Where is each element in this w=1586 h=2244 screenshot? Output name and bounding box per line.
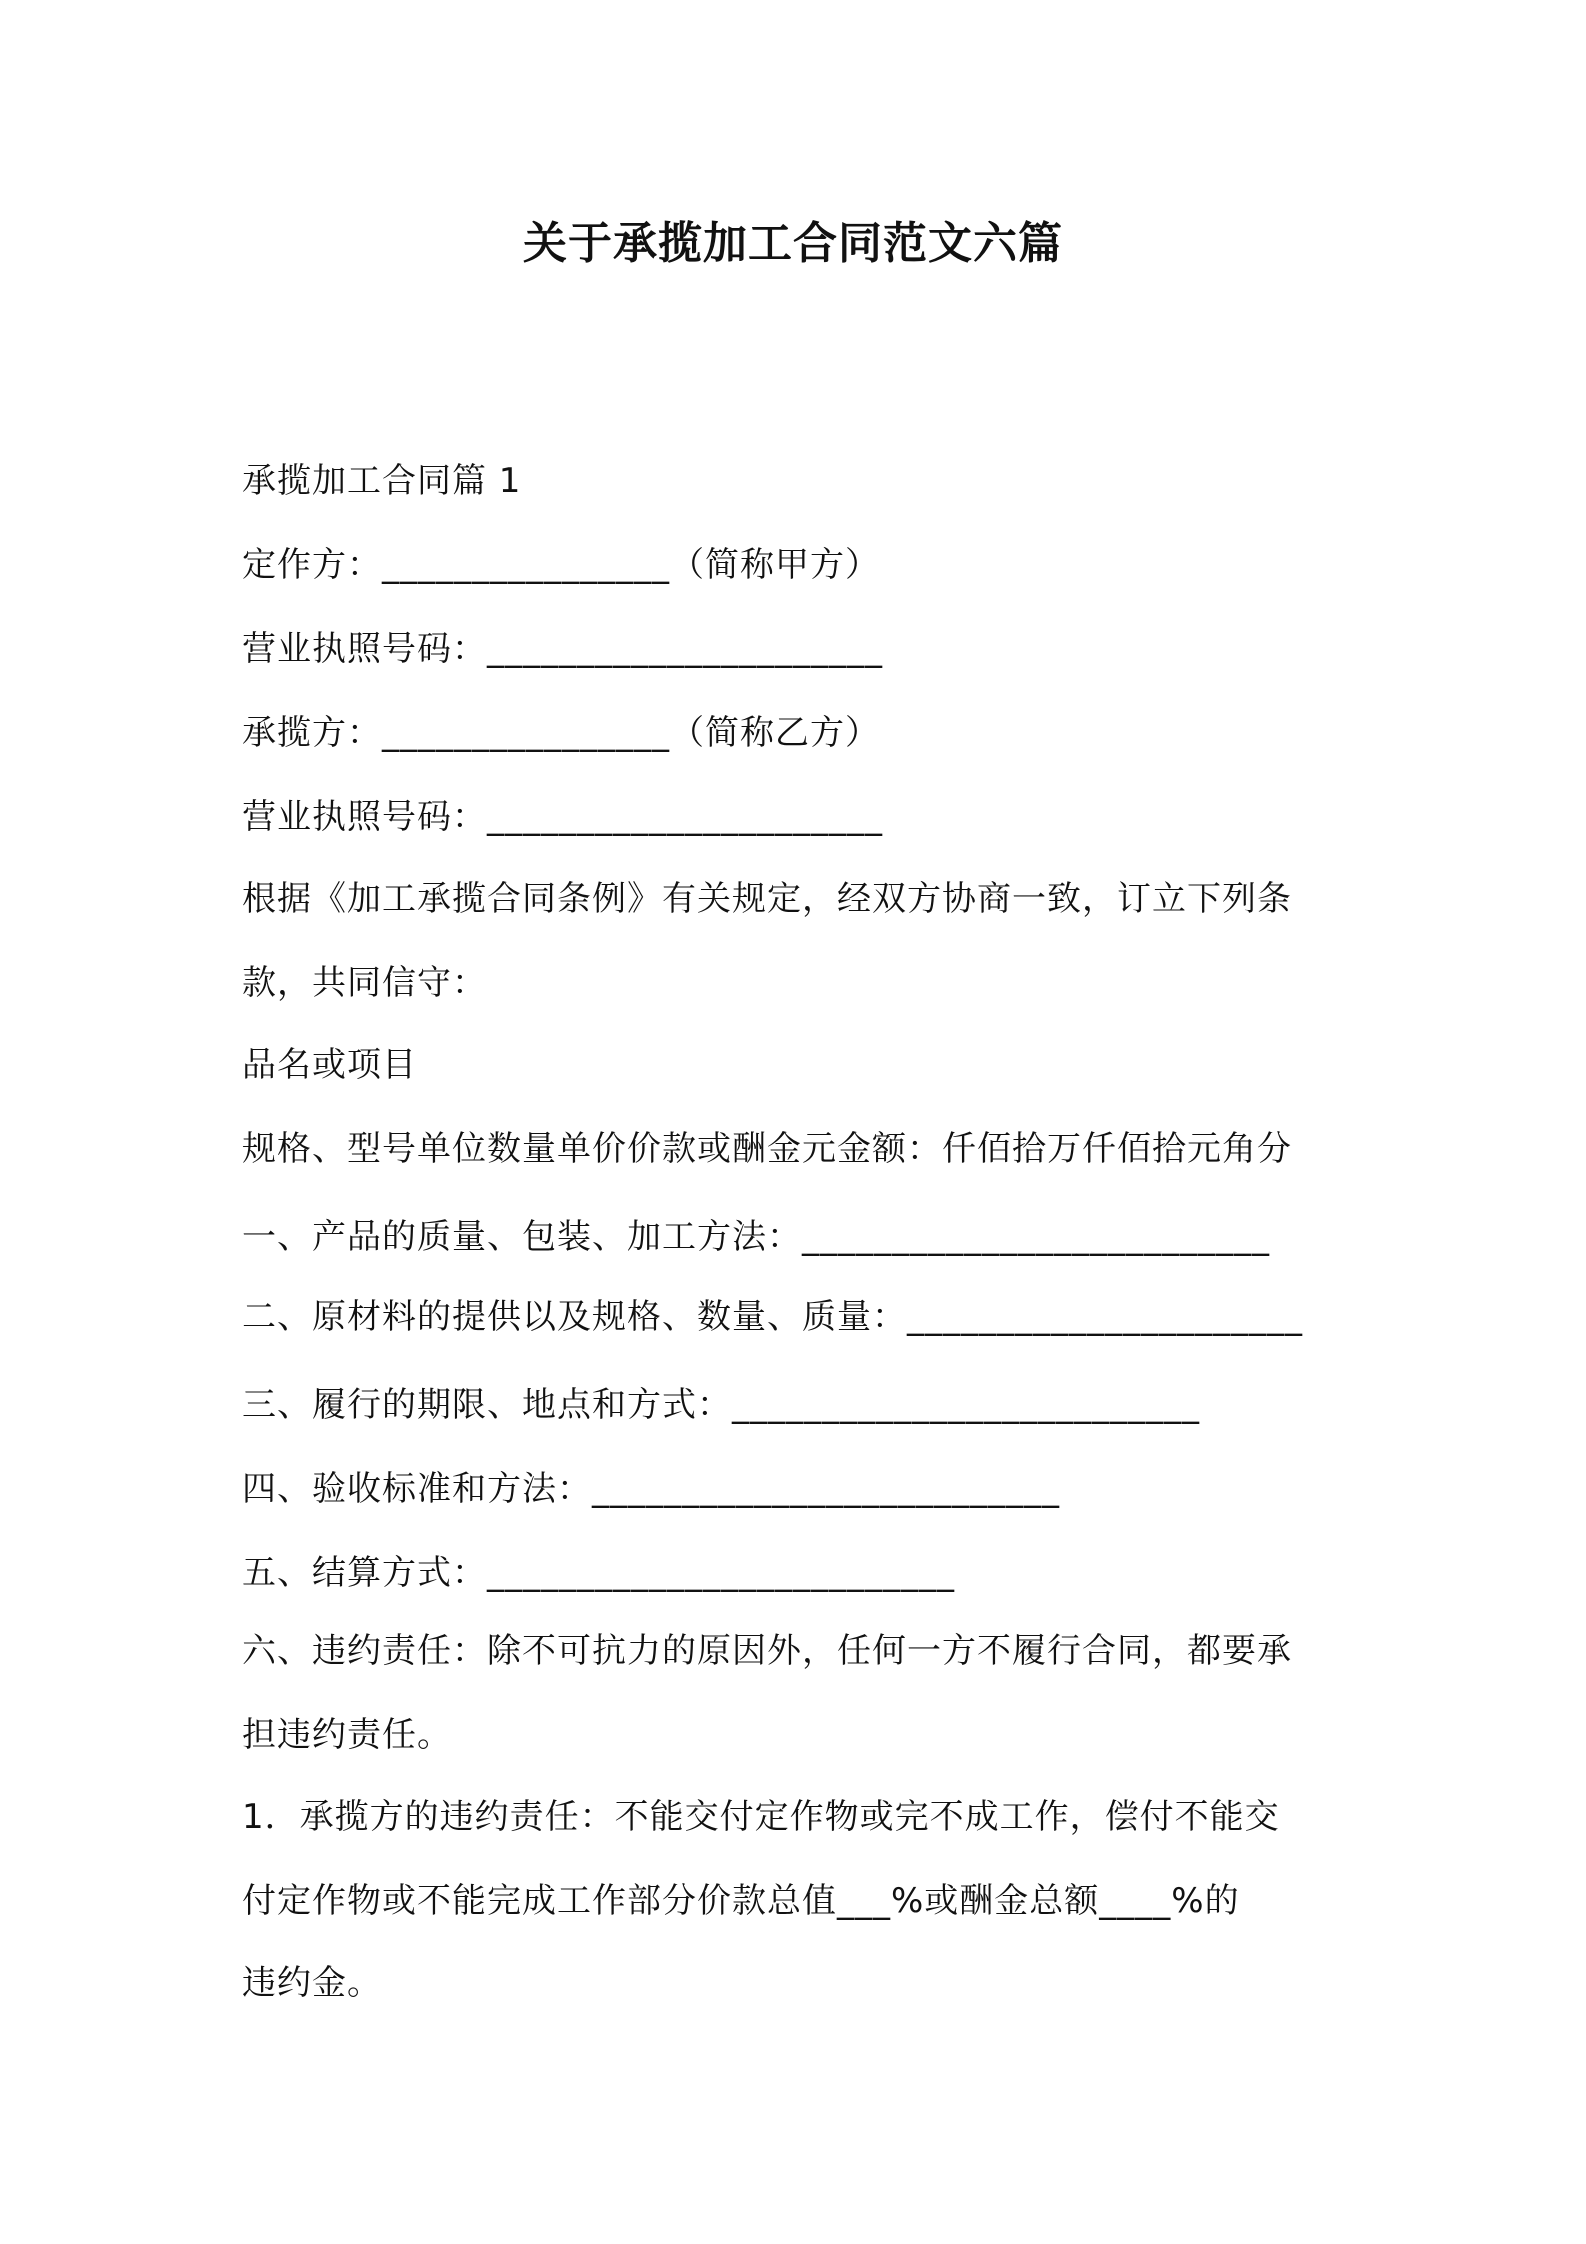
paragraph-line: 违约金。	[242, 1963, 382, 2003]
paragraph-line: 付定作物或不能完成工作部分价款总值___%或酬金总额____%的	[242, 1881, 1240, 1921]
paragraph-line: 规格、型号单位数量单价价款或酬金元金额：仟佰拾万仟佰拾元角分	[242, 1129, 1292, 1169]
paragraph-line: 品名或项目	[242, 1045, 417, 1085]
section-heading: 承揽加工合同篇 1	[242, 461, 522, 501]
license-number-line-a: 营业执照号码：______________________	[242, 629, 883, 669]
paragraph-line: 根据《加工承揽合同条例》有关规定，经双方协商一致，订立下列条	[242, 879, 1292, 919]
clause-line: 二、原材料的提供以及规格、数量、质量：______________________	[242, 1297, 1303, 1337]
party-a-line: 定作方：________________（简称甲方）	[242, 545, 880, 585]
clause-line: 六、违约责任：除不可抗力的原因外，任何一方不履行合同，都要承	[242, 1631, 1292, 1671]
clause-line: 四、验收标准和方法：__________________________	[242, 1469, 1060, 1509]
clause-line: 一、产品的质量、包装、加工方法：__________________________	[242, 1217, 1270, 1257]
party-b-line: 承揽方：________________（简称乙方）	[242, 713, 880, 753]
license-number-line-b: 营业执照号码：______________________	[242, 797, 883, 837]
paragraph-line: 款，共同信守：	[242, 963, 487, 1003]
clause-line: 三、履行的期限、地点和方式：__________________________	[242, 1385, 1200, 1425]
paragraph-line: 担违约责任。	[242, 1715, 452, 1755]
paragraph-line: 1．承揽方的违约责任：不能交付定作物或完不成工作，偿付不能交	[242, 1797, 1280, 1837]
document-title: 关于承揽加工合同范文六篇	[523, 218, 1063, 269]
clause-line: 五、结算方式：__________________________	[242, 1553, 955, 1593]
